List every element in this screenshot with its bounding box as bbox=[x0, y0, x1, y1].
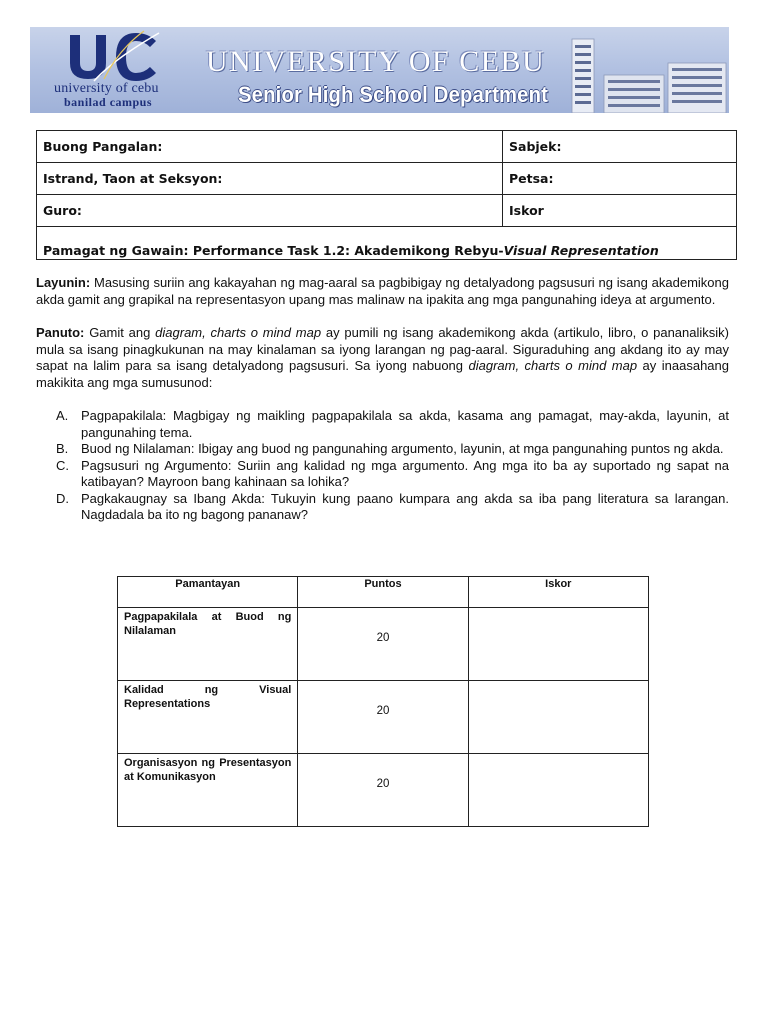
list-item-text: Pagsusuri ng Argumento: Suriin ang kalidad ng mga argumento. Ang mga ito ba ay suportado ng sapat na katibayan? Mayroon bang kahinaan sa lohika? bbox=[81, 457, 729, 489]
list-item bbox=[56, 408, 729, 441]
objective-label: Layunin: bbox=[36, 275, 91, 290]
rubric-header-score: Iskor bbox=[468, 577, 648, 608]
list-item bbox=[56, 441, 729, 458]
name-label: Buong Pangalan: bbox=[43, 139, 163, 154]
logo-text-university: university of cebu bbox=[54, 81, 159, 96]
instructions-text-3: ay inaasahang makikita ang mga sumusunod: bbox=[36, 358, 729, 390]
instructions-italic-2: diagram, charts o mind map bbox=[468, 358, 638, 373]
rubric-points: 20 bbox=[298, 608, 468, 681]
list-marker: A. bbox=[56, 408, 69, 423]
rubric-criterion: Pagpapakilala at Buod ng Nilalaman bbox=[118, 608, 298, 681]
instructions-text-1: Gamit ang bbox=[84, 325, 156, 340]
table-row bbox=[118, 608, 649, 681]
university-name: UNIVERSITY OF CEBU bbox=[206, 45, 546, 78]
subject-label: Sabjek: bbox=[509, 139, 562, 154]
list-marker: D. bbox=[56, 490, 69, 506]
list-marker: C. bbox=[56, 457, 69, 473]
list-item-text: Pagpapakilala: Magbigay ng maikling pagpapakilala sa akda, kasama ang pamagat, may-akda, layunin, at pangunahing tema. bbox=[81, 408, 729, 440]
date-field[interactable] bbox=[503, 163, 737, 195]
requirements-list bbox=[56, 408, 729, 524]
name-field[interactable] bbox=[37, 131, 503, 163]
teacher-label: Guro: bbox=[43, 203, 82, 218]
instructions-label: Panuto: bbox=[36, 325, 85, 340]
rubric-table bbox=[117, 576, 649, 827]
table-row bbox=[118, 754, 649, 827]
rubric-criterion: Kalidad ng Visual Representations bbox=[118, 681, 298, 754]
rubric-score-cell[interactable] bbox=[468, 681, 648, 754]
task-title-italic: Visual Representation bbox=[503, 243, 659, 258]
instructions-italic-1: diagram, charts o mind map bbox=[155, 325, 322, 340]
list-item bbox=[56, 491, 729, 524]
teacher-field[interactable] bbox=[37, 195, 503, 227]
task-title-field bbox=[37, 227, 737, 260]
strand-label: Istrand, Taon at Seksyon: bbox=[43, 171, 223, 186]
student-info-table bbox=[36, 130, 737, 260]
campus-buildings-icon bbox=[570, 35, 729, 113]
list-item bbox=[56, 458, 729, 491]
list-item-text: Buod ng Nilalaman: Ibigay ang buod ng pangunahing argumento, layunin, at mga pangunahing puntos ng akda. bbox=[81, 441, 724, 456]
objective-paragraph bbox=[36, 275, 729, 308]
strand-field[interactable] bbox=[37, 163, 503, 195]
department-name: Senior High School Department bbox=[238, 82, 549, 107]
rubric-header-points: Puntos bbox=[298, 577, 468, 608]
date-label: Petsa: bbox=[509, 171, 554, 186]
header-banner bbox=[30, 27, 729, 113]
table-row bbox=[118, 681, 649, 754]
list-item-text: Pagkakaugnay sa Ibang Akda: Tukuyin kung paano kumpara ang akda sa iba pang literatura sa larangan. Nagdadala ba ito ng bagong pananaw? bbox=[81, 490, 729, 522]
logo-text-campus: banilad campus bbox=[64, 95, 153, 109]
rubric-points: 20 bbox=[298, 754, 468, 827]
objective-text: Masusing suriin ang kakayahan ng mag-aaral sa pagbibigay ng detalyadong pagsusuri ng isang akademikong akda gamit ang grapikal na representasyon upang mas malinaw na ipakita ang mga pangunahing ideya at argumento. bbox=[36, 275, 729, 307]
university-logo-icon bbox=[64, 29, 164, 85]
instructions-text-2: ay pumili ng isang akademikong akda (artikulo, libro, o pananaliksik) mula sa isang pinagkukunan na may kinalaman sa iyong larangan ng pag-aaral. Siguraduhing ang akdang ito ay may sapat na lalim para sa isang detalyadong pagsusuri. Sa iyong nabuong bbox=[36, 325, 729, 373]
score-field[interactable] bbox=[503, 195, 737, 227]
score-label: Iskor bbox=[509, 203, 544, 218]
instructions-paragraph bbox=[36, 325, 729, 391]
rubric-header-row bbox=[118, 577, 649, 608]
task-title-label: Pamagat ng Gawain: Performance Task 1.2: Akademikong Rebyu- bbox=[43, 243, 504, 258]
rubric-criterion: Organisasyon ng Presentasyon at Komunikasyon bbox=[118, 754, 298, 827]
rubric-header-criteria: Pamantayan bbox=[118, 577, 298, 608]
subject-field[interactable] bbox=[503, 131, 737, 163]
list-marker: B. bbox=[56, 441, 69, 456]
rubric-points: 20 bbox=[298, 681, 468, 754]
rubric-score-cell[interactable] bbox=[468, 608, 648, 681]
rubric-score-cell[interactable] bbox=[468, 754, 648, 827]
